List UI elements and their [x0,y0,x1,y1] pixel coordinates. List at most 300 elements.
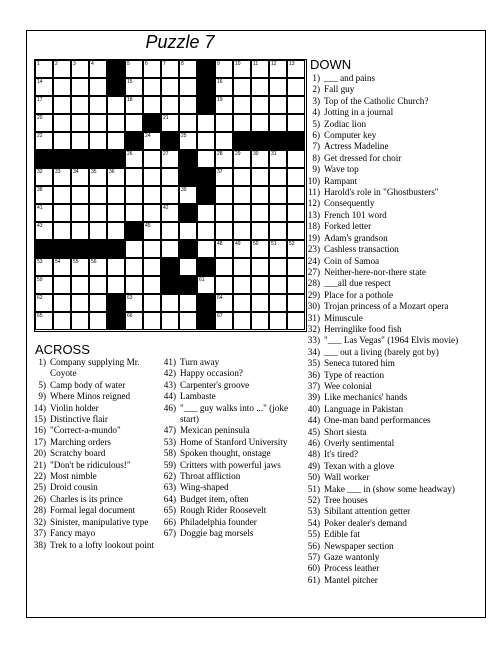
grid-cell[interactable] [251,258,269,276]
black-square [197,294,215,312]
grid-cell[interactable] [125,78,143,96]
clue-text: Camp body of water [50,379,126,390]
grid-cell[interactable] [125,186,143,204]
grid-cell[interactable] [53,78,71,96]
clue-text: "___ guy walks into ..." (joke start) [180,402,289,425]
clue-text: Budget item, often [180,493,249,504]
clue-item [306,119,482,130]
clue-text: Fall guy [324,84,355,95]
grid-cell[interactable] [161,294,179,312]
grid-cell[interactable] [89,78,107,96]
grid-cell[interactable] [215,294,233,312]
clue-item [30,505,160,516]
grid-cell[interactable] [53,114,71,132]
grid-cell[interactable] [197,276,215,294]
grid-cell[interactable] [287,150,305,168]
grid-cell[interactable] [197,222,215,240]
grid-cell[interactable] [197,150,215,168]
grid-cell[interactable] [197,132,215,150]
grid-cell[interactable] [71,60,89,78]
grid-cell[interactable] [71,114,89,132]
grid-cell[interactable] [215,96,233,114]
grid-cell[interactable] [179,114,197,132]
clue-text: Minuscule [324,312,363,323]
grid-cell[interactable] [161,114,179,132]
grid-cell[interactable] [35,276,53,294]
clue-number: 1) [312,73,320,83]
grid-cell[interactable] [125,60,143,78]
cell-number: 17 [37,97,43,103]
clue-item [160,460,300,471]
clue-number: 60) [307,563,320,574]
grid-cell[interactable] [89,294,107,312]
clue-item [306,495,482,506]
grid-cell[interactable] [287,60,305,78]
grid-cell[interactable] [287,240,305,258]
cell-number: 34 [73,169,79,175]
grid-cell[interactable] [35,78,53,96]
grid-cell[interactable] [107,132,125,150]
clue-number: 47) [163,425,176,436]
clue-text: Rough Rider Roosevelt [180,505,267,516]
grid-cell[interactable] [161,96,179,114]
clue-number: 10) [307,175,320,186]
grid-cell[interactable] [35,204,53,222]
grid-cell[interactable] [53,186,71,204]
black-square [197,258,215,276]
grid-cell[interactable] [143,240,161,258]
grid-cell[interactable] [233,186,251,204]
grid-cell[interactable] [35,60,53,78]
clue-number: 5) [38,379,46,390]
cell-number: 5 [127,61,130,67]
grid-cell[interactable] [71,168,89,186]
black-square [89,150,107,168]
grid-cell[interactable] [89,186,107,204]
grid-cell[interactable] [179,78,197,96]
grid-cell[interactable] [125,276,143,294]
grid-cell[interactable] [179,222,197,240]
cell-number: 66 [127,313,133,319]
black-square [125,132,143,150]
clue-item [306,164,482,175]
grid-cell[interactable] [215,240,233,258]
grid-cell[interactable] [125,294,143,312]
grid-cell[interactable] [143,312,161,330]
grid-cell[interactable] [89,114,107,132]
clue-item [306,404,482,415]
grid-cell[interactable] [143,222,161,240]
black-square [197,60,215,78]
clue-text: Droid cousin [50,482,98,493]
clue-number: 62) [163,471,176,482]
grid-cell[interactable] [89,276,107,294]
clue-item [30,528,160,539]
clue-text: Wing-shaped [180,482,229,493]
grid-cell[interactable] [233,168,251,186]
grid-cell[interactable] [71,258,89,276]
clue-text: ___ and pains [324,73,376,83]
grid-cell[interactable] [233,60,251,78]
clue-number: 43) [163,379,176,390]
grid-cell[interactable] [107,258,125,276]
clue-number: 52) [307,495,320,506]
grid-cell[interactable] [107,204,125,222]
clue-number: 36) [307,369,320,380]
clue-number: 13) [307,209,320,220]
grid-cell[interactable] [125,150,143,168]
grid-cell[interactable] [161,240,179,258]
grid-cell[interactable] [71,78,89,96]
clue-text: Consequently [324,198,375,209]
grid-cell[interactable] [215,132,233,150]
grid-cell[interactable] [71,276,89,294]
grid-cell[interactable] [179,60,197,78]
clue-number: 20) [33,448,46,459]
grid-cell[interactable] [107,168,125,186]
grid-cell[interactable] [251,186,269,204]
clue-item [160,368,300,379]
clue-item [160,517,300,528]
clue-item [160,403,300,426]
black-square [71,150,89,168]
grid-cell[interactable] [125,114,143,132]
grid-cell[interactable] [53,312,71,330]
clue-item [160,437,300,448]
clue-item [306,301,482,312]
grid-cell[interactable] [287,258,305,276]
grid-cell[interactable] [143,186,161,204]
grid-cell[interactable] [161,168,179,186]
grid-cell[interactable] [251,168,269,186]
clue-number: 9) [312,164,320,175]
clue-number: 8) [312,152,320,163]
grid-cell[interactable] [35,312,53,330]
black-square [107,150,125,168]
grid-cell[interactable] [161,78,179,96]
clue-item [306,313,482,324]
clue-text: Company supplying Mr. Coyote [50,357,140,379]
grid-cell[interactable] [125,96,143,114]
clue-number: 14) [33,402,46,413]
grid-cell[interactable] [179,186,197,204]
grid-cell[interactable] [215,204,233,222]
clue-text: Doggie bag morsels [180,528,254,539]
grid-cell[interactable] [53,96,71,114]
grid-cell[interactable] [233,240,251,258]
grid-cell[interactable] [269,312,287,330]
grid-cell[interactable] [89,96,107,114]
grid-cell[interactable] [35,258,53,276]
grid-cell[interactable] [143,132,161,150]
grid-cell[interactable] [161,222,179,240]
clue-text: Newspaper section [324,540,394,551]
clue-item [160,482,300,493]
clue-item [306,541,482,552]
clue-item [30,403,160,414]
clue-item [30,494,160,505]
grid-cell[interactable] [179,312,197,330]
grid-cell[interactable] [53,222,71,240]
clue-item [30,391,160,402]
grid-cell[interactable] [233,222,251,240]
grid-cell[interactable] [251,222,269,240]
grid-cell[interactable] [251,294,269,312]
cell-number: 53 [37,259,43,265]
clue-text: Turn away [180,357,220,367]
grid-cell[interactable] [53,204,71,222]
grid-cell[interactable] [287,276,305,294]
clue-number: 32) [33,516,46,527]
clue-text: ___all due respect [324,278,391,289]
cell-number: 20 [37,115,43,121]
grid-cell[interactable] [215,186,233,204]
grid-cell[interactable] [71,186,89,204]
clue-number: 6) [312,130,320,141]
grid-cell[interactable] [233,96,251,114]
grid-cell[interactable] [287,168,305,186]
grid-cell[interactable] [53,258,71,276]
grid-cell[interactable] [287,294,305,312]
grid-cell[interactable] [161,150,179,168]
clue-number: 50) [307,472,320,483]
grid-cell[interactable] [233,312,251,330]
grid-cell[interactable] [161,60,179,78]
grid-cell[interactable] [71,96,89,114]
grid-cell[interactable] [269,258,287,276]
clue-number: 9) [38,391,46,402]
clue-number: 53) [307,506,320,517]
grid-cell[interactable] [215,60,233,78]
crossword-grid [34,59,307,332]
grid-cell[interactable] [71,222,89,240]
grid-cell[interactable] [107,222,125,240]
clue-text: Get dressed for choir [324,152,402,163]
grid-cell[interactable] [71,204,89,222]
black-square [197,312,215,330]
grid-cell[interactable] [197,204,215,222]
grid-cell[interactable] [251,240,269,258]
grid-cell[interactable] [215,222,233,240]
clue-item [160,357,300,368]
grid-cell[interactable] [35,222,53,240]
grid-cell[interactable] [53,132,71,150]
grid-cell[interactable] [143,294,161,312]
grid-cell[interactable] [71,132,89,150]
grid-cell[interactable] [251,96,269,114]
grid-cell[interactable] [35,168,53,186]
grid-cell[interactable] [197,114,215,132]
clue-text: Sibilant attention getter [324,506,411,517]
grid-cell[interactable] [233,204,251,222]
clue-number: 58) [163,448,176,459]
grid-cell[interactable] [287,204,305,222]
grid-cell[interactable] [233,150,251,168]
grid-cell[interactable] [269,222,287,240]
grid-cell[interactable] [35,96,53,114]
grid-cell[interactable] [107,186,125,204]
clue-number: 34) [307,346,320,357]
grid-cell[interactable] [269,78,287,96]
grid-cell[interactable] [251,60,269,78]
grid-cell[interactable] [89,60,107,78]
grid-cell[interactable] [89,132,107,150]
grid-cell[interactable] [179,294,197,312]
grid-cell[interactable] [71,312,89,330]
grid-cell[interactable] [89,312,107,330]
clue-number: 57) [307,552,320,563]
cell-number: 4 [91,61,94,67]
cell-number: 37 [217,169,223,175]
grid-cell[interactable] [287,78,305,96]
grid-cell[interactable] [125,240,143,258]
grid-cell[interactable] [251,78,269,96]
grid-cell[interactable] [125,258,143,276]
cell-number: 26 [127,151,133,157]
grid-cell[interactable] [143,78,161,96]
grid-cell[interactable] [287,186,305,204]
grid-cell[interactable] [251,204,269,222]
grid-cell[interactable] [233,276,251,294]
grid-cell[interactable] [251,114,269,132]
grid-cell[interactable] [143,204,161,222]
grid-cell[interactable] [53,276,71,294]
grid-cell[interactable] [287,114,305,132]
grid-cell[interactable] [251,312,269,330]
grid-cell[interactable] [179,96,197,114]
grid-cell[interactable] [287,96,305,114]
grid-cell[interactable] [269,96,287,114]
grid-cell[interactable] [215,114,233,132]
grid-cell[interactable] [269,114,287,132]
clue-item [306,176,482,187]
grid-cell[interactable] [287,222,305,240]
grid-cell[interactable] [35,186,53,204]
black-square [53,240,71,258]
cell-number: 54 [55,259,61,265]
cell-number: 16 [217,79,223,85]
clue-number: 5) [312,118,320,129]
grid-cell[interactable] [161,186,179,204]
clue-text: Wall worker [324,472,370,483]
clue-item [306,506,482,517]
clue-text: Charles is its prince [50,493,123,504]
grid-cell[interactable] [251,150,269,168]
clue-number: 28) [307,278,320,289]
clue-number: 21) [33,459,46,470]
clue-item [306,484,482,495]
grid-cell[interactable] [269,294,287,312]
grid-cell[interactable] [215,150,233,168]
clue-text: It's tired? [324,449,359,460]
clue-item [306,107,482,118]
grid-cell[interactable] [53,60,71,78]
clue-item [306,347,482,358]
cell-number: 49 [235,241,241,247]
grid-cell[interactable] [269,186,287,204]
clue-number: 15) [33,414,46,425]
grid-cell[interactable] [125,168,143,186]
grid-cell[interactable] [143,276,161,294]
grid-cell[interactable] [143,258,161,276]
grid-cell[interactable] [53,294,71,312]
clue-item [306,84,482,95]
grid-cell[interactable] [125,204,143,222]
grid-cell[interactable] [251,276,269,294]
clue-text: Where Minos reigned [50,391,131,402]
cell-number: 30 [253,151,259,157]
clue-number: 39) [307,392,320,403]
grid-cell[interactable] [233,78,251,96]
grid-cell[interactable] [89,204,107,222]
grid-cell[interactable] [215,168,233,186]
clue-item [160,425,300,436]
grid-cell[interactable] [89,258,107,276]
grid-cell[interactable] [179,132,197,150]
clue-text: One-man band performances [324,415,431,426]
grid-cell[interactable] [215,312,233,330]
grid-cell[interactable] [269,276,287,294]
black-square [197,96,215,114]
grid-cell[interactable] [161,312,179,330]
clue-text: Gaze wantonly [324,552,380,563]
grid-cell[interactable] [125,312,143,330]
grid-cell[interactable] [269,150,287,168]
grid-cell[interactable] [269,204,287,222]
clue-number: 46) [163,402,176,413]
grid-cell[interactable] [53,168,71,186]
grid-cell[interactable] [287,312,305,330]
grid-cell[interactable] [233,258,251,276]
grid-cell[interactable] [143,60,161,78]
clue-text: Rampant [324,175,358,186]
grid-cell[interactable] [161,204,179,222]
grid-cell[interactable] [35,294,53,312]
grid-cell[interactable] [143,96,161,114]
grid-cell[interactable] [215,78,233,96]
grid-cell[interactable] [233,114,251,132]
grid-cell[interactable] [269,60,287,78]
grid-cell[interactable] [35,114,53,132]
black-square [269,132,287,150]
clue-text: Mantel pitcher [324,574,378,585]
black-square [107,240,125,258]
grid-cell[interactable] [143,168,161,186]
black-square [179,276,197,294]
grid-cell[interactable] [179,258,197,276]
grid-cell[interactable] [269,240,287,258]
grid-cell[interactable] [89,168,107,186]
grid-cell[interactable] [269,168,287,186]
grid-cell[interactable] [71,294,89,312]
grid-cell[interactable] [107,276,125,294]
grid-cell[interactable] [89,222,107,240]
grid-cell[interactable] [197,240,215,258]
black-square [107,78,125,96]
grid-cell[interactable] [215,258,233,276]
cell-number: 11 [253,61,259,67]
grid-cell[interactable] [233,294,251,312]
clue-item [160,471,300,482]
grid-cell[interactable] [107,114,125,132]
grid-cell[interactable] [215,276,233,294]
grid-cell[interactable] [143,150,161,168]
grid-cell[interactable] [35,132,53,150]
cell-number: 12 [271,61,277,67]
clue-number: 7) [312,141,320,152]
clue-text: Overly sentimental [324,438,395,448]
grid-cell[interactable] [107,96,125,114]
